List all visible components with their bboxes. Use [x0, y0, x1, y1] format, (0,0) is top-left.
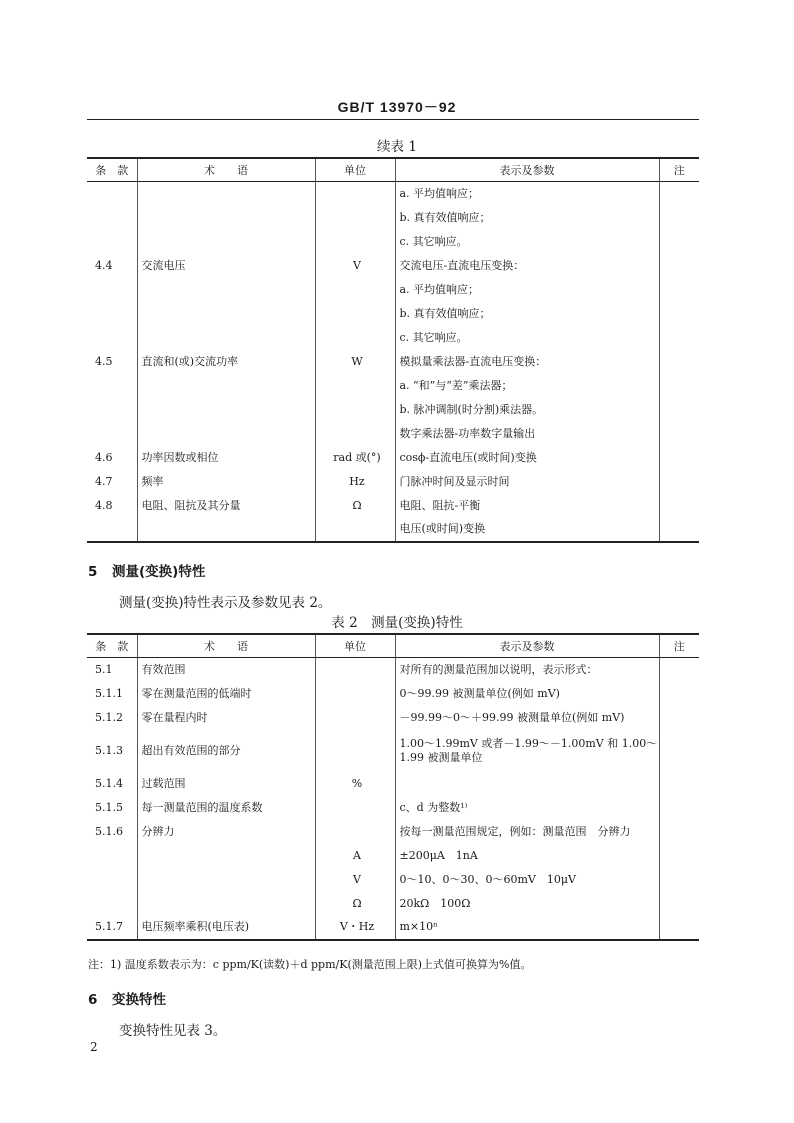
table-row: [87, 682, 699, 706]
table-cell: A: [315, 844, 395, 868]
table-cell: 频率: [137, 470, 315, 494]
table-cell: 交流电压: [137, 254, 315, 278]
table-row: [87, 398, 699, 422]
table-cell: [87, 398, 137, 422]
table-cell: [659, 374, 699, 398]
table-cell: [315, 206, 395, 230]
table-cell: 4.7: [87, 470, 137, 494]
table-cell: [87, 844, 137, 868]
table-row: [87, 796, 699, 820]
table-cell: [659, 658, 699, 682]
section6-paragraph: 变换特性见表 3。: [119, 1023, 227, 1039]
table1-header-row: [87, 158, 699, 182]
table-cell: 4.4: [87, 254, 137, 278]
table-cell: [315, 820, 395, 844]
table-row: [87, 772, 699, 796]
table-cell: [137, 422, 315, 446]
table-cell: [315, 326, 395, 350]
table-cell: a. 平均值响应；: [395, 278, 659, 302]
table-cell: 5.1: [87, 658, 137, 682]
table-cell: [659, 730, 699, 772]
table-cell: 模拟量乘法器-直流电压变换：: [395, 350, 659, 374]
table-cell: 有效范围: [137, 658, 315, 682]
table-cell: [87, 230, 137, 254]
table-row: [87, 730, 699, 772]
table-cell: [315, 518, 395, 542]
table-row: [87, 518, 699, 542]
table-cell: [137, 844, 315, 868]
table-cell: 电压(或时间)变换: [395, 518, 659, 542]
table-cell: %: [315, 772, 395, 796]
table-cell: 0～99.99 被测量单位(例如 mV): [395, 682, 659, 706]
table-cell: [87, 326, 137, 350]
header-rule: [87, 119, 699, 120]
table-cell: [315, 302, 395, 326]
table-cell: [137, 302, 315, 326]
table-cell: 5.1.7: [87, 916, 137, 940]
table-cell: [659, 844, 699, 868]
table-cell: V: [315, 254, 395, 278]
table-cell: [659, 820, 699, 844]
table-cell: V: [315, 868, 395, 892]
table-cell: [137, 182, 315, 206]
table-cell: 直流和(或)交流功率: [137, 350, 315, 374]
column-header: 单位: [315, 634, 395, 658]
table-row: [87, 446, 699, 470]
table2-footnote: 注：1) 温度系数表示为：c ppm/K(读数)＋d ppm/K(测量范围上限)上式值可换算为%值。: [88, 958, 532, 971]
table-cell: [137, 230, 315, 254]
table-cell: b. 脉冲调制(时分割)乘法器。: [395, 398, 659, 422]
section6-title: 变换特性: [112, 992, 166, 1008]
table-cell: [659, 868, 699, 892]
table-cell: 分辨力: [137, 820, 315, 844]
table-cell: [659, 350, 699, 374]
table-cell: [137, 868, 315, 892]
table-cell: [137, 326, 315, 350]
table-row: [87, 820, 699, 844]
table-row: [87, 350, 699, 374]
table-cell: 超出有效范围的部分: [137, 730, 315, 772]
table-cell: 零在量程内时: [137, 706, 315, 730]
section5-heading: [88, 560, 205, 580]
section5-paragraph: 测量(变换)特性表示及参数见表 2。: [119, 595, 332, 611]
table2: [87, 633, 699, 941]
table-cell: [137, 518, 315, 542]
table-cell: [137, 892, 315, 916]
table-cell: [87, 206, 137, 230]
page-number: 2: [90, 1040, 98, 1054]
table-cell: Hz: [315, 470, 395, 494]
table-cell: [137, 398, 315, 422]
table-cell: 4.8: [87, 494, 137, 518]
table-cell: [87, 518, 137, 542]
table1-caption: 续表 1: [377, 139, 417, 155]
table-cell: W: [315, 350, 395, 374]
column-header: 表示及参数: [395, 158, 659, 182]
table-cell: c、d 为整数¹⁾: [395, 796, 659, 820]
section5-title: 测量(变换)特性: [112, 564, 206, 580]
table-cell: 电阻、阻抗及其分量: [137, 494, 315, 518]
table-cell: [659, 682, 699, 706]
table-cell: V・Hz: [315, 916, 395, 940]
table-cell: 对所有的测量范围加以说明，表示形式：: [395, 658, 659, 682]
table-cell: 5.1.3: [87, 730, 137, 772]
table-cell: 过载范围: [137, 772, 315, 796]
table-cell: [315, 182, 395, 206]
column-header: 条 款: [87, 158, 137, 182]
table-cell: cosϕ-直流电压(或时间)变换: [395, 446, 659, 470]
table-cell: [659, 278, 699, 302]
table-cell: Ω: [315, 494, 395, 518]
column-header: 条 款: [87, 634, 137, 658]
table-cell: [137, 374, 315, 398]
table-cell: [659, 446, 699, 470]
table-cell: [659, 494, 699, 518]
table-cell: [659, 916, 699, 940]
table-row: [87, 706, 699, 730]
table-cell: [659, 398, 699, 422]
table2-header-row: [87, 634, 699, 658]
table-cell: [315, 730, 395, 772]
table-row: [87, 868, 699, 892]
table-cell: [87, 892, 137, 916]
table-cell: [87, 302, 137, 326]
table-cell: c. 其它响应。: [395, 230, 659, 254]
table-cell: [315, 422, 395, 446]
column-header: 注: [659, 634, 699, 658]
table-cell: [659, 326, 699, 350]
table-cell: b. 真有效值响应；: [395, 206, 659, 230]
table-cell: rad 或(°): [315, 446, 395, 470]
table-cell: [659, 422, 699, 446]
table-row: [87, 206, 699, 230]
table-row: [87, 494, 699, 518]
table-cell: 零在测量范围的低端时: [137, 682, 315, 706]
table-cell: [659, 518, 699, 542]
table-cell: c. 其它响应。: [395, 326, 659, 350]
table-cell: [137, 278, 315, 302]
table2-caption: 表 2 测量(变换)特性: [331, 615, 463, 631]
table-cell: m×10ⁿ: [395, 916, 659, 940]
table-cell: 按每一测量范围规定，例如：测量范围 分辨力: [395, 820, 659, 844]
table-cell: [395, 772, 659, 796]
table-row: [87, 658, 699, 682]
table-cell: 5.1.6: [87, 820, 137, 844]
table-cell: [315, 796, 395, 820]
table-cell: 4.5: [87, 350, 137, 374]
table-cell: 电阻、阻抗-平衡: [395, 494, 659, 518]
table-cell: [659, 892, 699, 916]
table-cell: 电压频率乘积(电压表): [137, 916, 315, 940]
table-cell: [315, 374, 395, 398]
table-row: [87, 422, 699, 446]
table-row: [87, 374, 699, 398]
column-header: 单位: [315, 158, 395, 182]
table-cell: ±200μA 1nA: [395, 844, 659, 868]
table-cell: [659, 254, 699, 278]
table-row: [87, 916, 699, 940]
column-header: 术 语: [137, 634, 315, 658]
table-cell: 5.1.4: [87, 772, 137, 796]
table-row: [87, 230, 699, 254]
table2-body: [87, 658, 699, 940]
table-cell: [87, 278, 137, 302]
table-cell: [659, 796, 699, 820]
table-row: [87, 278, 699, 302]
section5-number: 5: [88, 564, 98, 580]
table-cell: 5.1.2: [87, 706, 137, 730]
table-cell: [659, 230, 699, 254]
table-row: [87, 892, 699, 916]
table-cell: －99.99～0～＋99.99 被测量单位(例如 mV): [395, 706, 659, 730]
column-header: 注: [659, 158, 699, 182]
table-cell: 1.00～1.99mV 或者－1.99～－1.00mV 和 1.00～1.99 被测量单位: [395, 730, 659, 772]
table-cell: [659, 772, 699, 796]
table-cell: a. “和”与“差”乘法器；: [395, 374, 659, 398]
standard-header-title: GB/T 13970－92: [337, 99, 457, 115]
table-cell: 5.1.1: [87, 682, 137, 706]
table-cell: 20kΩ 100Ω: [395, 892, 659, 916]
table-cell: 功率因数或相位: [137, 446, 315, 470]
table-row: [87, 254, 699, 278]
table-cell: 交流电压-直流电压变换：: [395, 254, 659, 278]
section6-number: 6: [88, 992, 98, 1008]
table-cell: [659, 182, 699, 206]
table-cell: [659, 706, 699, 730]
table-row: [87, 326, 699, 350]
section6-heading: [88, 988, 166, 1008]
column-header: 表示及参数: [395, 634, 659, 658]
table1-body: [87, 182, 699, 542]
table-cell: [87, 374, 137, 398]
table-cell: [87, 868, 137, 892]
table-cell: [315, 278, 395, 302]
table-cell: 0～10、0～30、0～60mV 10μV: [395, 868, 659, 892]
table-cell: 数字乘法器-功率数字量输出: [395, 422, 659, 446]
table-cell: 5.1.5: [87, 796, 137, 820]
column-header: 术 语: [137, 158, 315, 182]
table-cell: b. 真有效值响应；: [395, 302, 659, 326]
table-row: [87, 470, 699, 494]
table-row: [87, 302, 699, 326]
table-cell: Ω: [315, 892, 395, 916]
table-cell: 门脉冲时间及显示时间: [395, 470, 659, 494]
table-cell: [315, 658, 395, 682]
table-row: [87, 844, 699, 868]
table-cell: [659, 206, 699, 230]
table-cell: [659, 470, 699, 494]
table-cell: [315, 230, 395, 254]
table-cell: a. 平均值响应；: [395, 182, 659, 206]
table-cell: [315, 682, 395, 706]
table-cell: [87, 422, 137, 446]
table-cell: [315, 706, 395, 730]
table-cell: [315, 398, 395, 422]
table-cell: 每一测量范围的温度系数: [137, 796, 315, 820]
table-cell: 4.6: [87, 446, 137, 470]
table-cell: [87, 182, 137, 206]
table1: [87, 157, 699, 543]
table-cell: [137, 206, 315, 230]
table-row: [87, 182, 699, 206]
table-cell: [659, 302, 699, 326]
